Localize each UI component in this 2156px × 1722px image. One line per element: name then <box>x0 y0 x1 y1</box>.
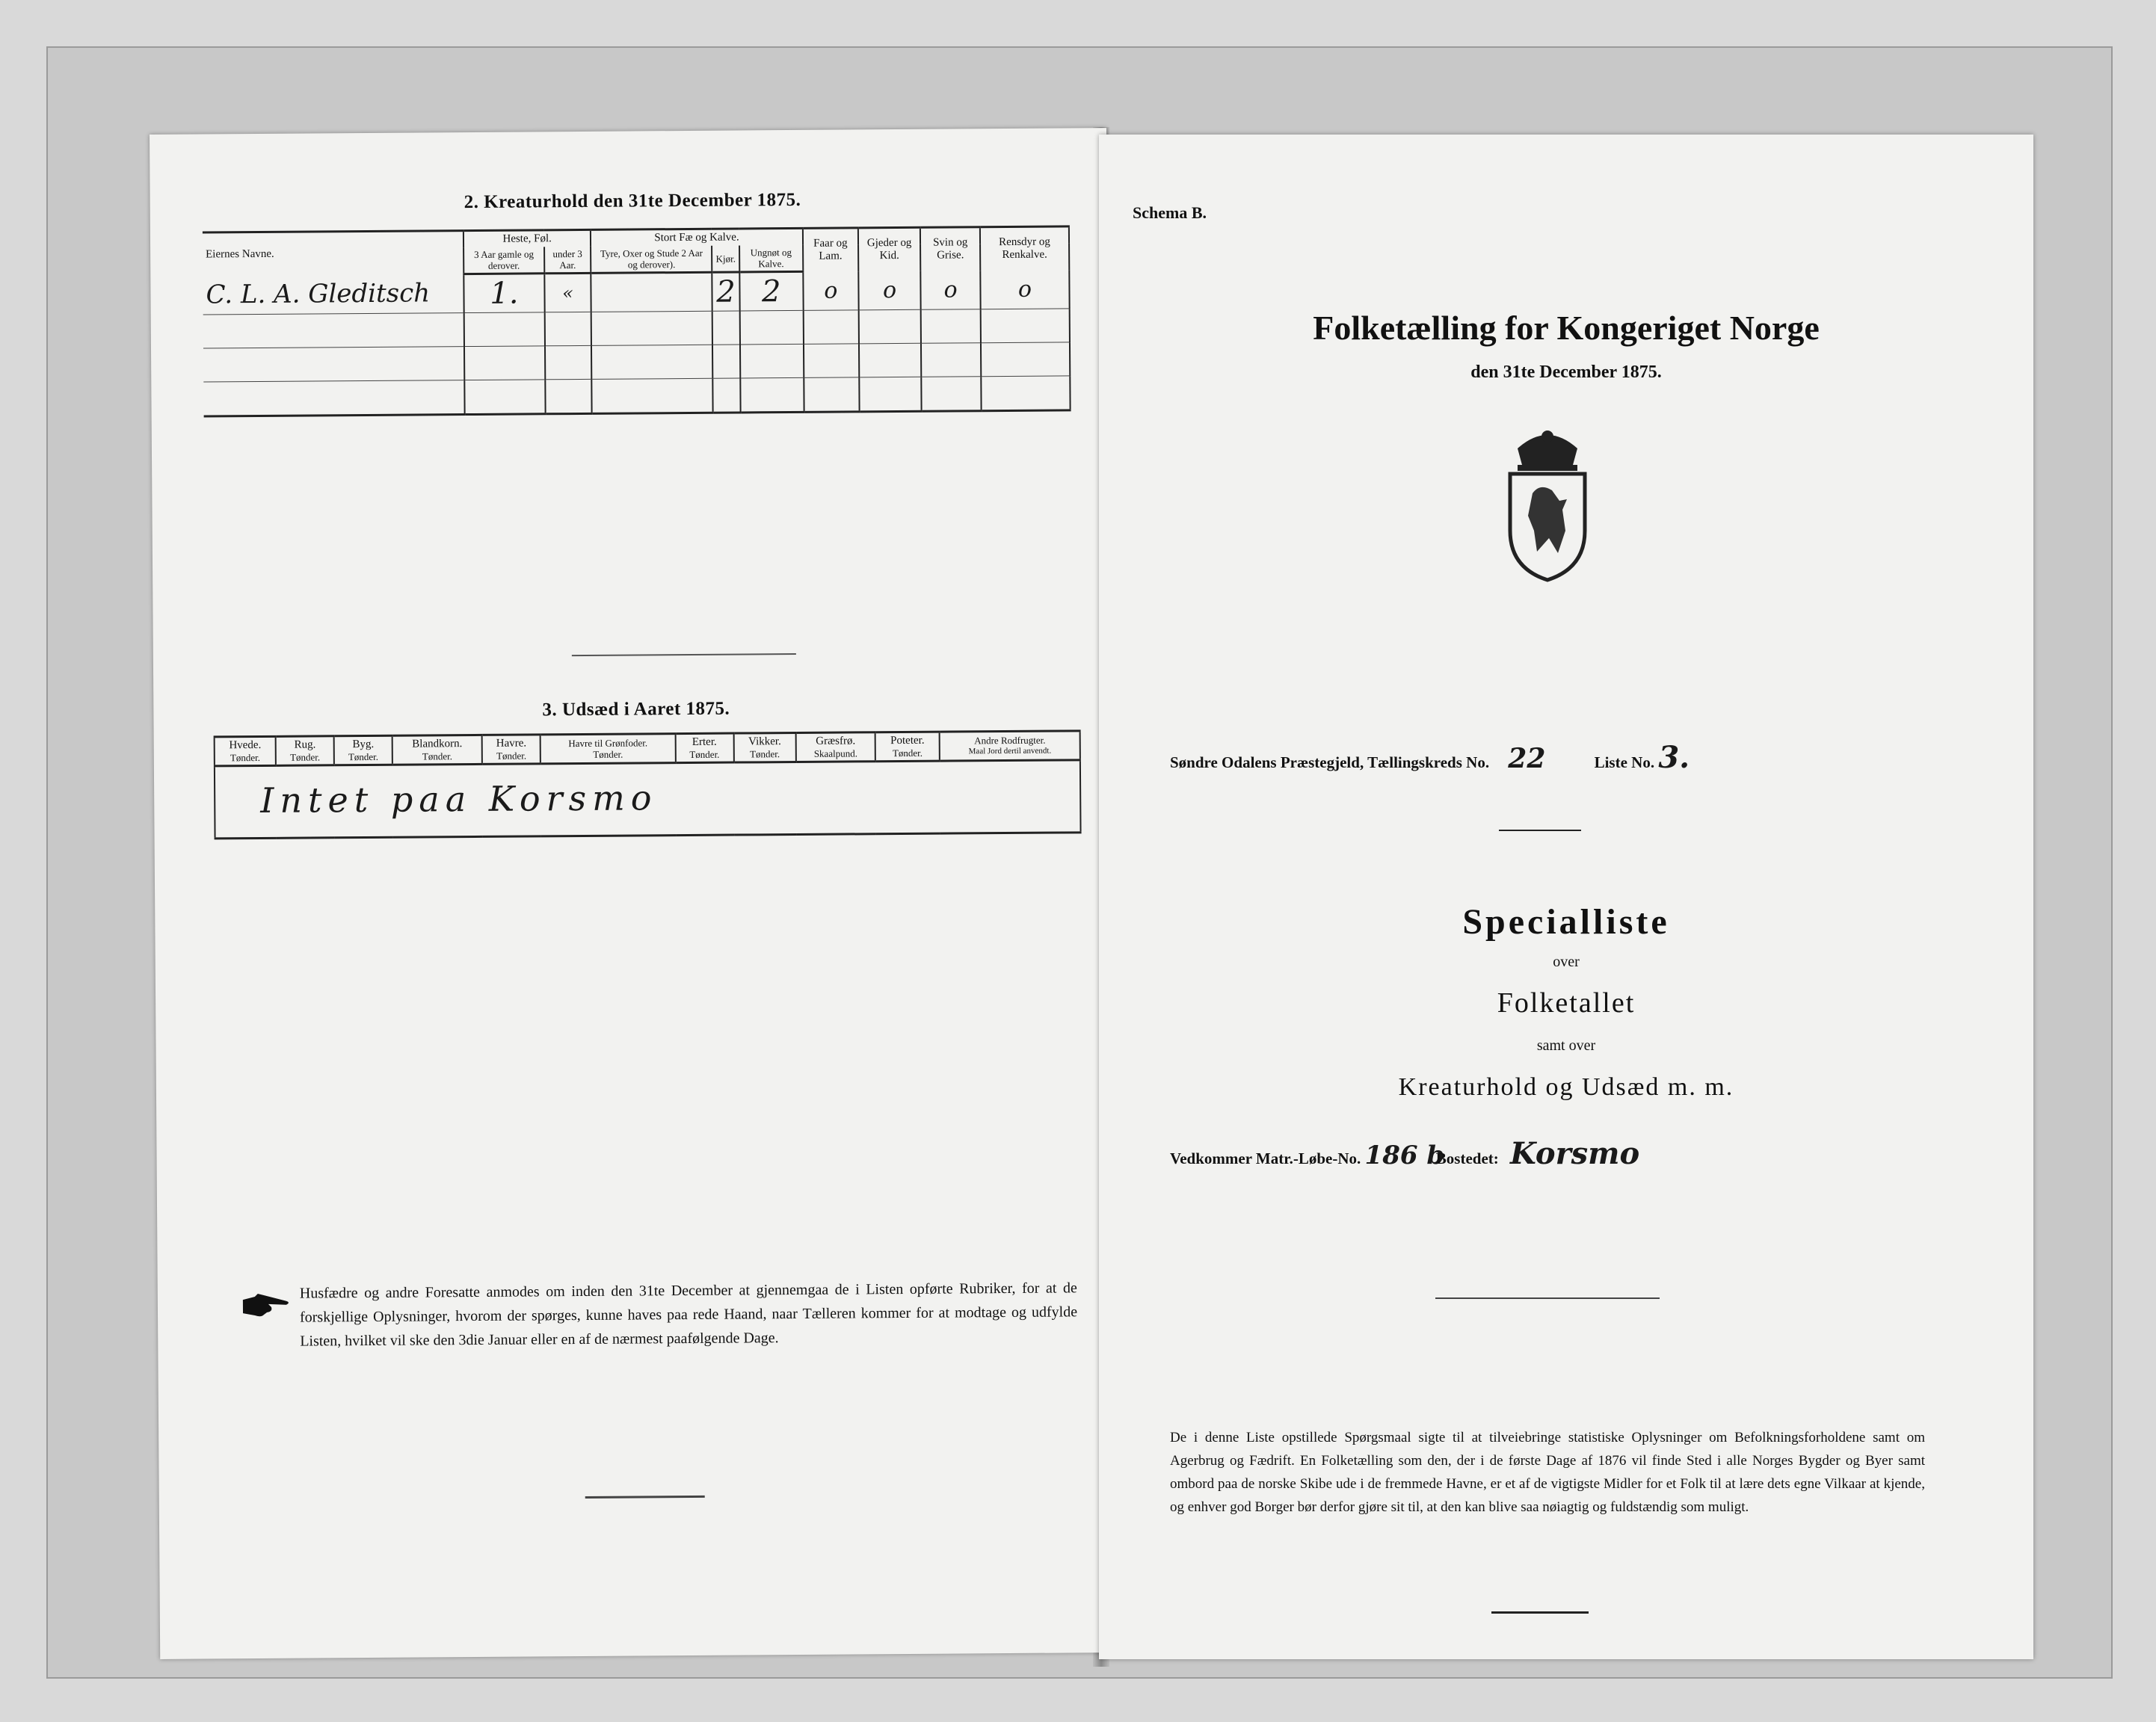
kvaeg-col2-value: 2 <box>712 272 740 311</box>
col-hvede: Hvede. Tønder. <box>215 736 277 766</box>
heste-col1-value: 1. <box>463 274 544 313</box>
table-row <box>203 309 1070 348</box>
livestock-table <box>203 225 1071 417</box>
gjeder-header: Gjeder og Kid. <box>858 227 921 271</box>
col-havre-gronfoder: Havre til Grønfoder. Tønder. <box>540 734 675 764</box>
bosted-value: Korsmo <box>1510 1136 1640 1171</box>
liste-label: Liste No. <box>1594 753 1655 771</box>
table-row <box>215 760 1081 839</box>
svin-value: o <box>921 271 981 310</box>
divider <box>1435 1297 1660 1299</box>
sowing-entry-cell <box>215 760 1081 839</box>
gjeder-value: o <box>858 271 921 310</box>
col-byg: Byg. Tønder. <box>334 735 392 765</box>
heste-col2-header: under 3 Aar. <box>544 247 591 274</box>
col-andre-rodfrugter: Andre Rodfrugter. Maal Jord dertil anvendt. <box>940 731 1080 761</box>
faar-value: o <box>803 271 858 311</box>
col-vikker: Vikker. Tønder. <box>733 732 796 762</box>
tk-value: 22 <box>1508 743 1546 774</box>
kvaeg-group-header: Stort Fæ og Kalve. <box>591 228 803 246</box>
heste-col2-value: « <box>544 273 591 312</box>
col-poteter: Poteter. Tønder. <box>875 732 940 762</box>
left-page <box>150 128 1117 1659</box>
divider <box>585 1496 705 1499</box>
right-page <box>1099 135 2033 1659</box>
sowing-table <box>214 729 1082 839</box>
folketallet-text: Folketallet <box>1497 987 1636 1019</box>
rensdyr-header: Rensdyr og Renkalve. <box>980 226 1069 271</box>
kvaeg-col3-value: 2 <box>739 271 803 311</box>
district-label: Søndre Odalens Præstegjeld, <box>1170 753 1364 771</box>
col-havre: Havre. Tønder. <box>482 735 541 765</box>
matr-label: Vedkommer Matr.-Løbe-No. <box>1170 1149 1361 1167</box>
footer-text: De i denne Liste opstillede Spørgsmaal sigte til at tilveiebringe statistiske Oplysninger om Befolkningsforholdene samt om Agerbrug og Fædrift. En Folketælling som den, der i de første Dage af 1876 vil finde Sted i alle Norges Bygder og Byer samt ombord paa de norske Skibe ude i de fremmede Havne, er et af de vigtigste Midler for et Folk til at lære dets egne Vilkaar at kjende, og enhver god Borger bør derfor gjøre sit til, at den kan blive saa nøiagtig og fuldstændig som muligt. <box>1170 1430 1925 1515</box>
kreatur-line: Kreaturhold og Udsæd m. m. <box>1398 1073 1734 1101</box>
specialliste-heading: Specialliste <box>1462 902 1670 942</box>
kvaeg-col1-header: Tyre, Oxer og Stude 2 Aar og derover). <box>591 246 712 274</box>
owner-header: Eiernes Navne. <box>203 231 463 276</box>
section2-title: 2. Kreaturhold den 31te December 1875. <box>463 189 801 213</box>
table-row <box>203 270 1069 315</box>
owner-name: C. L. A. Gleditsch <box>203 274 463 315</box>
tk-label: Tællingskreds No. <box>1367 753 1490 771</box>
svin-header: Svin og Grise. <box>920 227 980 271</box>
table-row <box>203 376 1070 416</box>
rensdyr-value: o <box>980 270 1069 309</box>
bosted-label: Bostedet: <box>1435 1149 1499 1167</box>
col-graesfro: Græsfrø. Skaalpund. <box>796 732 875 762</box>
kvaeg-col1-value <box>591 272 712 312</box>
notice-text: Husfædre og andre Foresatte anmodes om inden den 31te December at gjennemgaa de i Listen opførte Rubriker, for at de forskjellige Oplysninger, hvorom der spørges, kunne haves paa rede Haand, naar Tælleren kommer for at modtage og udfylde Listen, hvilket vil ske den 3die Januar eller en af de nærmest paafølgende Dage. <box>299 1280 1078 1350</box>
norwegian-coat-of-arms-icon <box>1495 426 1600 583</box>
col-erter: Erter. Tønder. <box>675 733 733 763</box>
district-line <box>1170 740 1690 775</box>
divider <box>1499 830 1581 831</box>
heste-col1-header: 3 Aar gamle og derover. <box>463 247 544 274</box>
pointing-hand-icon <box>241 1292 292 1323</box>
kvaeg-col2-header: Kjør. <box>712 245 739 272</box>
matr-line <box>1170 1136 1639 1171</box>
faar-header: Faar og Lam. <box>803 228 859 272</box>
heste-group-header: Heste, Føl. <box>463 229 591 247</box>
kvaeg-col3-header: Ungnøt og Kalve. <box>739 245 803 272</box>
schema-label: Schema B. <box>1133 203 1207 222</box>
col-blandkorn: Blandkorn. Tønder. <box>392 735 482 765</box>
main-title: Folketælling for Kongeriget Norge <box>1313 309 1820 347</box>
divider <box>572 653 796 656</box>
matr-value: 186 b <box>1364 1141 1445 1170</box>
date-line: den 31te December 1875. <box>1470 362 1662 382</box>
divider <box>1491 1611 1589 1614</box>
table-row <box>203 342 1070 382</box>
samt-over-text: samt over <box>1536 1037 1596 1054</box>
over-text: over <box>1553 954 1580 970</box>
col-rug: Rug. Tønder. <box>276 736 334 766</box>
sowing-handwriting: Intet paa Korsmo <box>260 777 658 821</box>
liste-value: 3. <box>1658 740 1690 775</box>
section3-title: 3. Udsæd i Aaret 1875. <box>542 698 730 720</box>
